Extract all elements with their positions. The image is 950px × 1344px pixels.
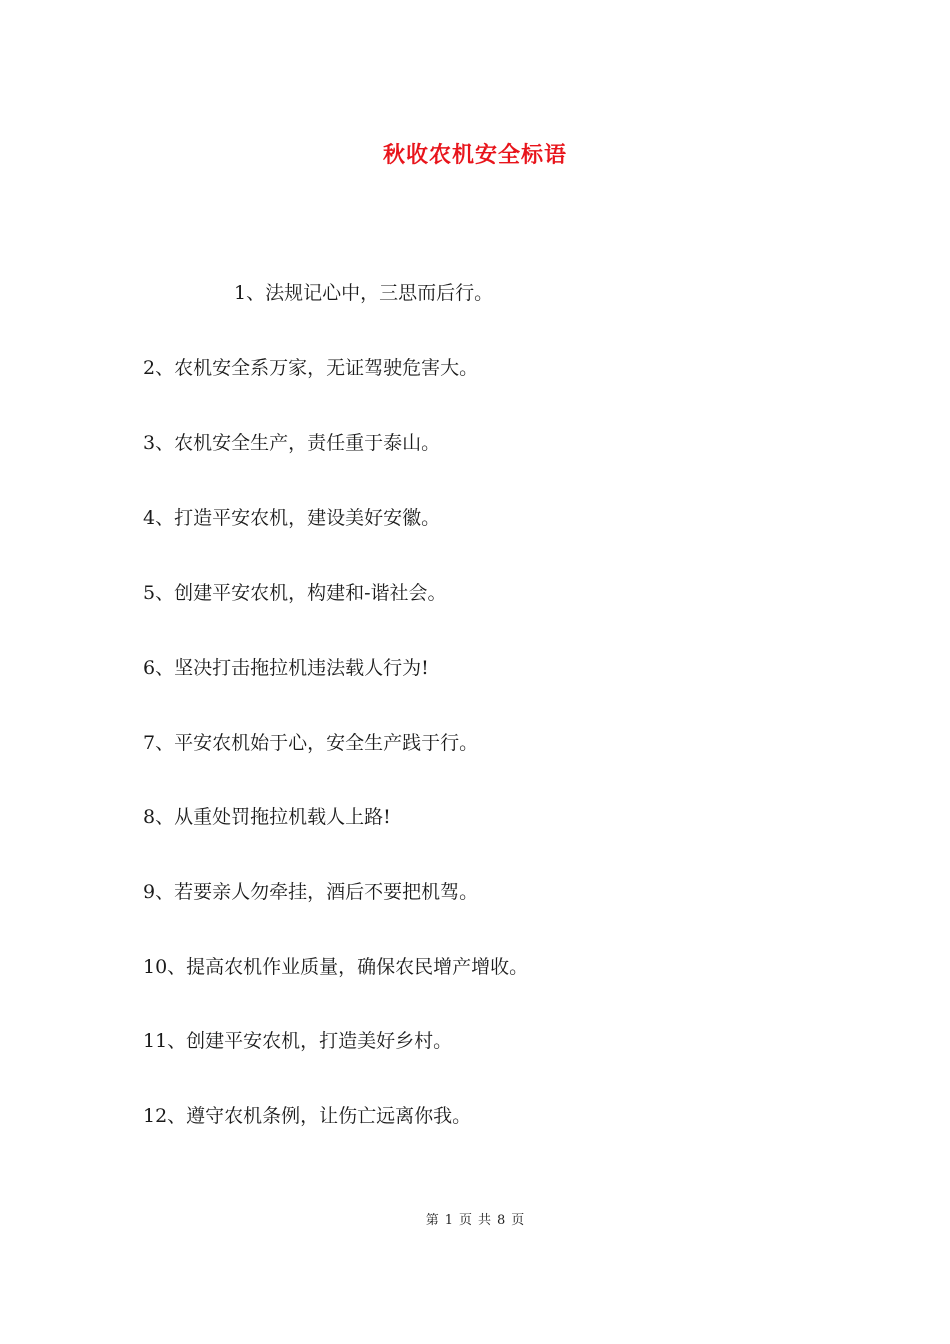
slogan-item-12: 12、遵守农机条例，让伤亡远离你我。 — [143, 1105, 472, 1127]
footer-total-unit: 页 — [511, 1213, 525, 1228]
footer-total-pages: 8 — [497, 1213, 506, 1228]
slogan-item-8: 8、从重处罚拖拉机载人上路! — [143, 806, 391, 828]
slogan-item-1: 1、法规记心中，三思而后行。 — [234, 282, 494, 304]
slogan-item-10: 10、提高农机作业质量，确保农民增产增收。 — [143, 956, 529, 978]
slogan-item-4: 4、打造平安农机，建设美好安徽。 — [143, 507, 441, 529]
footer-current-page: 1 — [444, 1213, 453, 1228]
footer-total-label: 共 — [478, 1213, 492, 1228]
slogan-item-9: 9、若要亲人勿牵挂，酒后不要把机驾。 — [143, 881, 479, 903]
document-title: 秋收农机安全标语 — [382, 142, 567, 168]
page-footer — [0, 1209, 950, 1228]
slogan-item-3: 3、农机安全生产，责任重于泰山。 — [143, 432, 441, 454]
slogan-item-2: 2、农机安全系万家，无证驾驶危害大。 — [143, 357, 479, 379]
slogan-item-11: 11、创建平安农机，打造美好乡村。 — [143, 1030, 453, 1052]
footer-page-label: 第 — [425, 1213, 439, 1228]
footer-page-unit: 页 — [458, 1213, 472, 1228]
slogan-item-7: 7、平安农机始于心，安全生产践于行。 — [143, 732, 479, 754]
slogan-item-6: 6、坚决打击拖拉机违法载人行为! — [143, 657, 429, 679]
slogan-item-5: 5、创建平安农机，构建和-谐社会。 — [143, 582, 447, 604]
